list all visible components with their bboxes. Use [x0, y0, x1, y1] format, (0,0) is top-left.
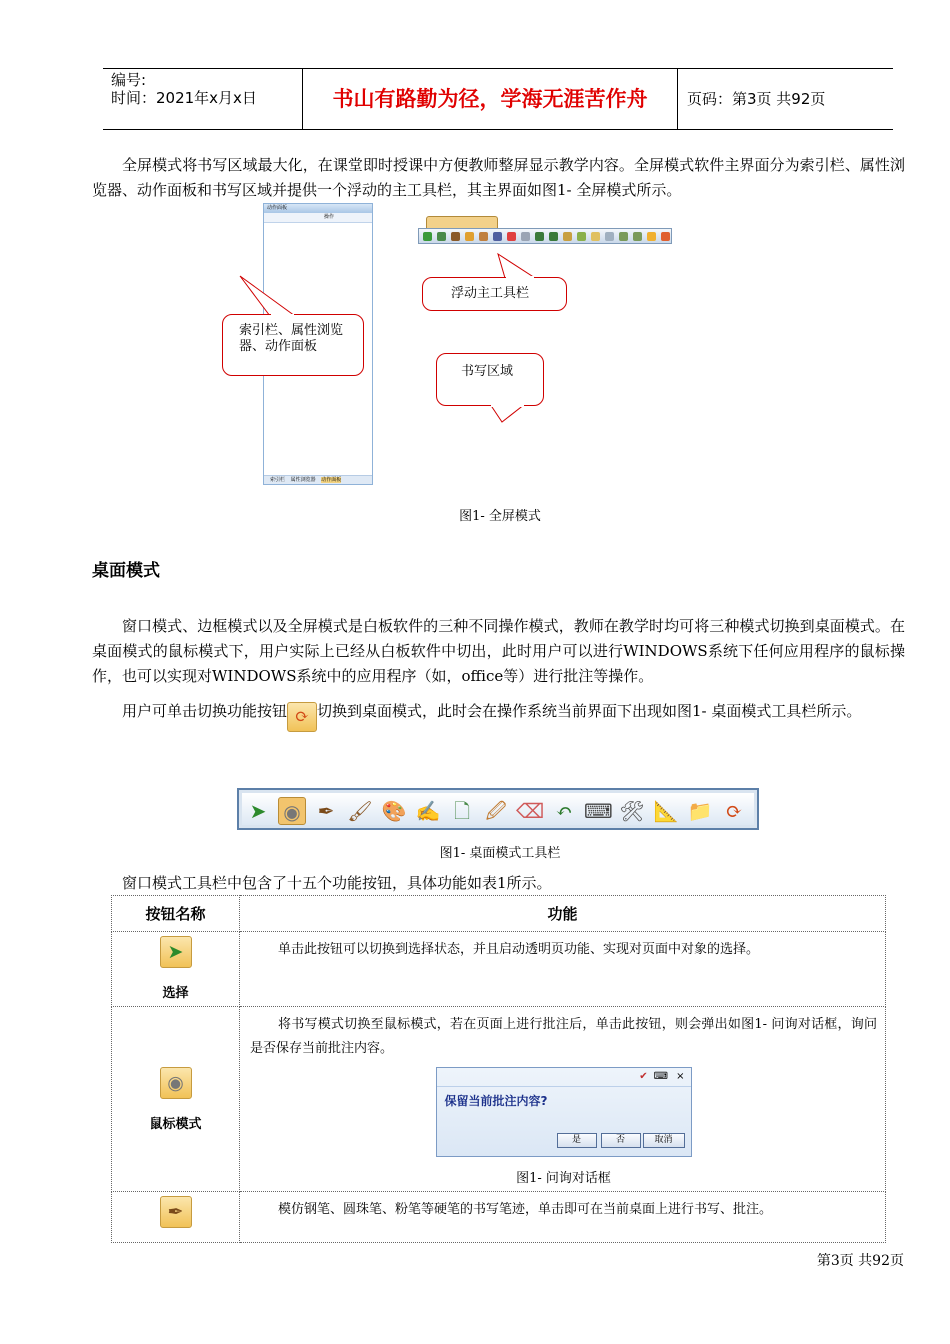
row-name-cell [112, 932, 240, 1007]
function-table [111, 895, 886, 1243]
callout-tail-masks [215, 250, 575, 430]
dialog-question: 保留当前批注内容? [444, 1094, 548, 1108]
switch-icon: ⟳ [725, 799, 743, 823]
select-arrow-icon: ➤ [249, 799, 267, 823]
tools-icon: 🛠 [619, 799, 645, 823]
floating-toolbar-image [418, 216, 672, 244]
row-name-cell [112, 1007, 240, 1192]
hard-pen-icon: ✒ [317, 799, 335, 823]
select-arrow-icon: ➤ [160, 936, 192, 968]
row-desc-cell [240, 1007, 886, 1192]
mouse-icon: ◉ [160, 1067, 192, 1099]
palette-icon: 🎨 [381, 799, 407, 823]
desktop-paragraph-1: 窗口模式、边框模式以及全屏模式是白板软件的三种不同操作模式，教师在教学时均可将三种模式切换到桌面模式。在桌面模式的鼠标模式下，用户实际上已经从白板软件中切出，此时用户可以进行WINDOWS系统下任何应用程序的鼠标操作，也可以实现对WINDOWS系统中的应用程序（如，office等）进行批注等操作。 [92, 617, 905, 685]
mouse-icon: ◉ [278, 797, 306, 825]
table-intro-section [92, 871, 905, 896]
hard-pen-icon: ✒ [160, 1196, 192, 1228]
screen-capture-icon: 📐 [653, 799, 679, 823]
no-button: 否 [601, 1133, 641, 1148]
row-name: 鼠标模式 [149, 1116, 202, 1132]
intro-section [92, 153, 905, 203]
section-title: 桌面模式 [92, 561, 160, 581]
dialog-logo-icon: ✔ [639, 1071, 648, 1082]
table-row [112, 1007, 886, 1192]
row-desc: 将书写模式切换至鼠标模式，若在页面上进行批注后，单击此按钮，则会弹出如图1- 问询对话框，询问是否保存当前批注内容。 [250, 1017, 877, 1056]
desktop-toolbar-inner [242, 793, 754, 825]
table-row [112, 1192, 886, 1243]
keyboard-icon: ⌨ [653, 1071, 669, 1082]
col-name-header: 按钮名称 [112, 896, 240, 932]
table-row [112, 932, 886, 1007]
callout-toolbar: 浮动主工具栏 [422, 277, 567, 311]
close-icon: × [676, 1071, 685, 1082]
desktop-section [92, 614, 905, 732]
text-pen-icon: ✍ [415, 799, 441, 823]
row-name-cell [112, 1192, 240, 1243]
time-label: 时间：2021年x月x日 [111, 89, 257, 107]
col-function-header: 功能 [240, 896, 886, 932]
intro-paragraph: 全屏模式将书写区域最大化，在课堂即时授课中方便教师整屏显示教学内容。全屏模式软件主界面分为索引栏、属性浏览器、动作面板和书写区域并提供一个浮动的主工具栏，其主界面如图1- 全屏模式所示。 [92, 156, 905, 199]
row-desc: 单击此按钮可以切换到选择状态，并且启动透明页功能、实现对页面中对象的选择。 [240, 932, 886, 1007]
page-header [103, 68, 893, 130]
panel-tab-actions: 动作面板 [321, 477, 342, 483]
row-name: 选择 [162, 986, 189, 1001]
table-header-row [112, 896, 886, 932]
confirm-dialog-image [436, 1067, 692, 1157]
keyboard-icon: ⌨ [584, 799, 613, 823]
desktop-paragraph-2: 用户可单击切换功能按钮 ⟳ 切换到桌面模式，此时会在操作系统当前界面下出现如图1- 桌面模式工具栏所示。 [92, 697, 905, 732]
yes-button: 是 [557, 1133, 597, 1148]
brush-icon: 🖌 [347, 799, 373, 823]
header-page-label: 页码：第3页 共92页 [687, 90, 826, 108]
page-footer: 第3页 共92页 [816, 1253, 904, 1269]
desktop-toolbar-caption: 图1- 桌面模式工具栏 [439, 846, 561, 861]
header-motto: 书山有路勤为径，学海无涯苦作舟 [303, 69, 678, 129]
page-edit-icon: 🖉 [485, 799, 507, 823]
panel-tab-properties: 属性浏览器 [290, 477, 316, 483]
undo-icon: ↶ [555, 799, 573, 823]
header-meta [103, 69, 303, 129]
callout-panel: 索引栏、属性浏览器、动作面板 [222, 314, 364, 376]
folder-icon: 📁 [687, 799, 713, 823]
dialog-titlebar [437, 1068, 691, 1087]
section-desktop-mode [92, 556, 160, 581]
panel-title: 动作面板 [264, 204, 372, 213]
number-label: 编号: [111, 71, 147, 89]
dialog-caption: 图1- 问询对话框 [516, 1171, 611, 1186]
panel-row: 操作 [264, 213, 372, 223]
cancel-button: 取消 [643, 1133, 685, 1148]
switch-icon: ⟳ [287, 702, 317, 732]
new-page-icon: 🗋 [453, 799, 471, 823]
panel-tab-index: 索引栏 [270, 477, 286, 483]
desktop-toolbar-image [237, 788, 759, 830]
figure-fullscreen-caption: 图1- 全屏模式 [459, 509, 541, 524]
panel-footer-tabs [264, 475, 372, 484]
table-intro: 窗口模式工具栏中包含了十五个功能按钮，具体功能如表1所示。 [122, 874, 552, 892]
row-desc: 模仿钢笔、圆珠笔、粉笔等硬笔的书写笔迹，单击即可在当前桌面上进行书写、批注。 [240, 1192, 886, 1243]
floating-toolbar-strip [418, 228, 672, 244]
callout-writing-area: 书写区域 [436, 353, 544, 406]
eraser-icon: ⌫ [516, 799, 545, 823]
